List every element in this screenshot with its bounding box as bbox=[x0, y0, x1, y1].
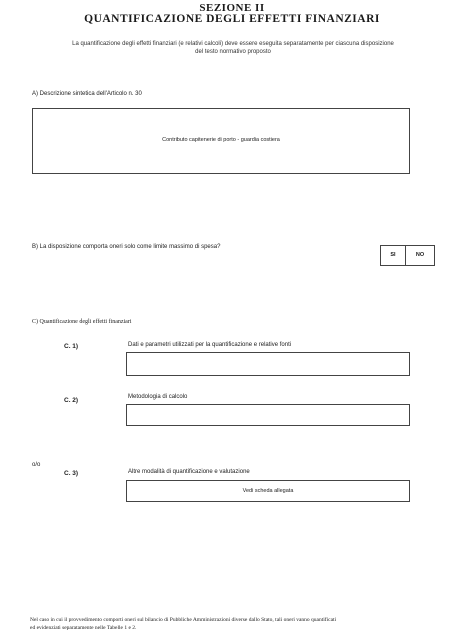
c1-input-box bbox=[126, 352, 410, 376]
article-description-box bbox=[32, 108, 410, 174]
c3-code: C. 3) bbox=[64, 470, 79, 477]
intro-text bbox=[28, 40, 438, 56]
footer-note bbox=[30, 616, 455, 632]
page-title: QUANTIFICAZIONE DEGLI EFFETTI FINANZIARI bbox=[84, 13, 380, 25]
c3-input-box bbox=[126, 480, 410, 502]
c2-code: C. 2) bbox=[64, 397, 79, 404]
intro-line-1: La quantificazione degli effetti finanziari (e relativi calcoli) deve essere eseguita separatamente per ciascuna disposizione bbox=[72, 41, 394, 47]
c1-label: Dati e parametri utilizzati per la quantificazione e relative fonti bbox=[128, 342, 292, 348]
c2-input-box bbox=[126, 404, 410, 426]
yes-option[interactable]: SI bbox=[380, 245, 406, 266]
c2-label: Metodologia di calcolo bbox=[128, 394, 188, 400]
no-option[interactable]: NO bbox=[405, 245, 435, 266]
footer-line-2: ed evidenziati separatamente nelle Tabelle 1 e 2. bbox=[30, 625, 137, 631]
intro-line-2: del testo normativo proposto bbox=[195, 49, 271, 55]
section-heading: SEZIONE II bbox=[199, 2, 265, 14]
c1-code: C. 1) bbox=[64, 343, 79, 350]
footer-line-1: Nel caso in cui il provvedimento comporti oneri sul bilancio di Pubbliche Amministrazioni diverse dallo Stato, tali oneri vanno quantificati bbox=[30, 617, 337, 623]
section-c-label: C) Quantificazione degli effetti finanziari bbox=[32, 319, 132, 325]
article-description-text: Contributo capitenerie di porto - guardia costiera bbox=[162, 137, 280, 143]
section-a-label: A) Descrizione sintetica dell'Articolo n. 30 bbox=[32, 91, 142, 97]
or-separator: o/o bbox=[32, 462, 41, 468]
c3-label: Altre modalità di quantificazione e valutazione bbox=[128, 469, 250, 475]
c3-value: Vedi scheda allegata bbox=[242, 488, 294, 494]
section-b-label: B) La disposizione comporta oneri solo come limite massimo di spesa? bbox=[32, 244, 221, 250]
